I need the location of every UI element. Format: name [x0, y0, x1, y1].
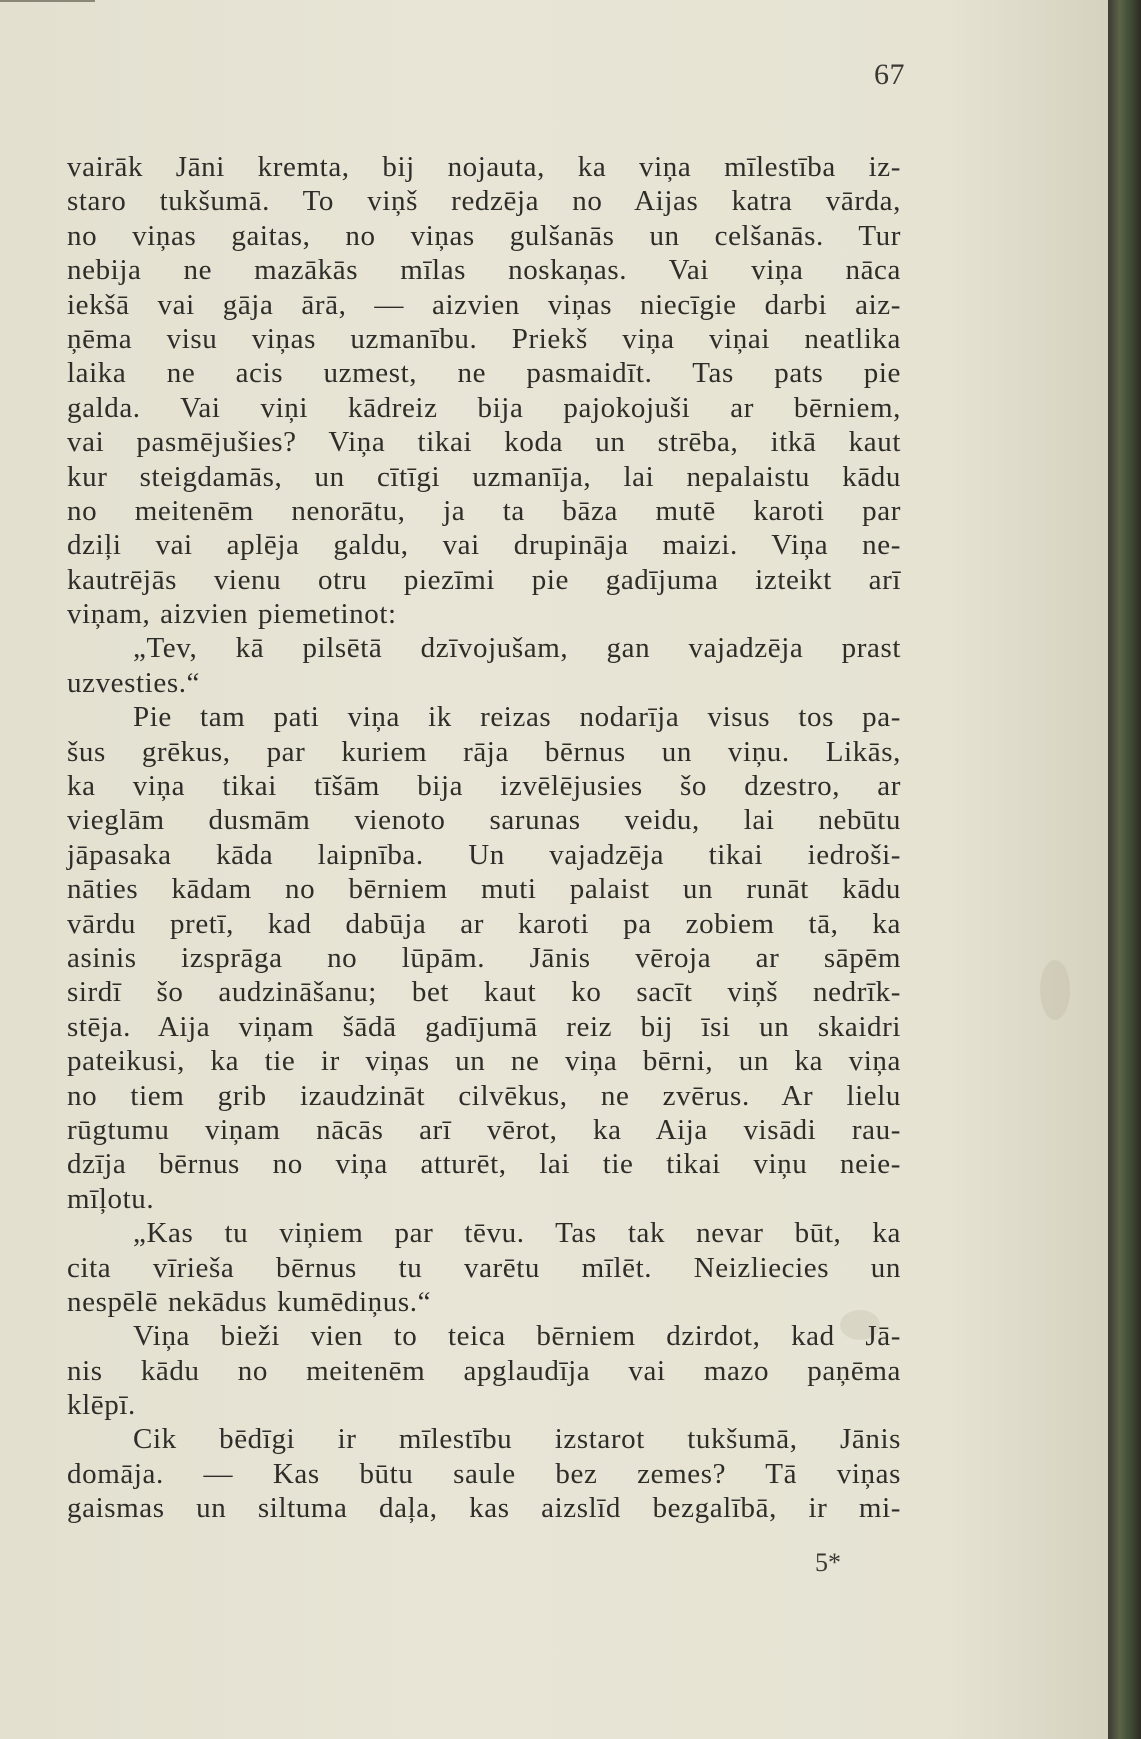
text-line: ņēma visu viņas uzmanību. Priekš viņa viņai neatlika: [67, 322, 901, 355]
text-line: vārdu pretī, kad dabūja ar karoti pa zobiem tā, ka: [67, 907, 901, 940]
book-spine-edge: [1108, 0, 1141, 1739]
text-line: cita vīrieša bērnus tu varētu mīlēt. Neizliecies un: [67, 1251, 901, 1284]
text-line: dziļi vai aplēja galdu, vai drupināja maizi. Viņa ne-: [67, 529, 901, 562]
top-edge-mark: [0, 0, 95, 2]
text-line: no meitenēm nenorātu, ja ta bāza mutē karoti par: [67, 494, 901, 527]
text-line: klēpī.: [67, 1389, 136, 1422]
text-line: pateikusi, ka tie ir viņas un ne viņa bērni, un ka viņa: [67, 1045, 901, 1078]
text-line: iekšā vai gāja ārā, — aizvien viņas niecīgie darbi aiz-: [67, 288, 901, 321]
text-line: uzvesties.“: [67, 666, 201, 699]
text-line: šus grēkus, par kuriem rāja bērnus un viņu. Likās,: [67, 735, 901, 768]
page-number: 67: [874, 58, 905, 91]
text-line: galda. Vai viņi kādreiz bija pajokojuši ar bērniem,: [67, 391, 901, 424]
text-line: rūgtumu viņam nācās arī vērot, ka Aija visādi rau-: [67, 1113, 901, 1146]
text-line: no viņas gaitas, no viņas gulšanās un celšanās. Tur: [67, 219, 901, 252]
text-line: ka viņa tikai tīšām bija izvēlējusies šo dzestro, ar: [67, 770, 901, 803]
text-line: kur steigdamās, un cītīgi uzmanīja, lai nepalaistu kādu: [67, 460, 901, 493]
body-text: [67, 150, 901, 1526]
text-line: nebija ne mazākās mīlas noskaņas. Vai viņa nāca: [67, 254, 901, 287]
text-line: nis kādu no meitenēm apglaudīja vai mazo paņēma: [67, 1354, 901, 1387]
text-line: Pie tam pati viņa ik reizas nodarīja visus tos pa-: [133, 701, 901, 734]
text-line: asinis izsprāga no lūpām. Jānis vēroja ar sāpēm: [67, 941, 901, 974]
text-line: Cik bēdīgi ir mīlestību izstarot tukšumā, Jānis: [133, 1423, 901, 1456]
text-line: „Tev, kā pilsētā dzīvojušam, gan vajadzēja prast: [133, 632, 901, 665]
text-line: dzīja bērnus no viņa atturēt, lai tie tikai viņu neie-: [67, 1148, 901, 1181]
text-line: nāties kādam no bērniem muti palaist un runāt kādu: [67, 873, 901, 906]
text-line: stēja. Aija viņam šādā gadījumā reiz bij īsi un skaidri: [67, 1010, 901, 1043]
text-line: „Kas tu viņiem par tēvu. Tas tak nevar būt, ka: [133, 1217, 901, 1250]
text-line: vieglām dusmām vienoto sarunas veidu, lai nebūtu: [67, 804, 901, 837]
text-line: domāja. — Kas būtu saule bez zemes? Tā viņas: [67, 1457, 901, 1490]
text-line: staro tukšumā. To viņš redzēja no Aijas katra vārda,: [67, 185, 901, 218]
text-line: vairāk Jāni kremta, bij nojauta, ka viņa mīlestība iz-: [67, 151, 901, 183]
text-line: sirdī šo audzināšanu; bet kaut ko sacīt viņš nedrīk-: [67, 976, 901, 1009]
text-line: jāpasaka kāda laipnība. Un vajadzēja tikai iedroši-: [67, 838, 901, 871]
text-line: viņam, aizvien piemetinot:: [67, 598, 397, 631]
text-line: kautrējās vienu otru piezīmi pie gadījuma izteikt arī: [67, 563, 901, 596]
text-line: no tiem grib izaudzināt cilvēkus, ne zvērus. Ar lielu: [67, 1079, 901, 1112]
text-line: laika ne acis uzmest, ne pasmaidīt. Tas pats pie: [67, 357, 901, 390]
text-line: Viņa bieži vien to teica bērniem dzirdot, kad Jā-: [133, 1320, 901, 1353]
text-line: vai pasmējušies? Viņa tikai koda un strēba, itkā kaut: [67, 426, 901, 459]
text-line: gaismas un siltuma daļa, kas aizslīd bezgalībā, ir mi-: [67, 1492, 901, 1525]
printer-signature-mark: 5*: [815, 1548, 841, 1577]
text-line: nespēlē nekādus kumēdiņus.“: [67, 1285, 432, 1318]
paper-stain: [1040, 960, 1070, 1020]
text-line: mīļotu.: [67, 1182, 155, 1215]
